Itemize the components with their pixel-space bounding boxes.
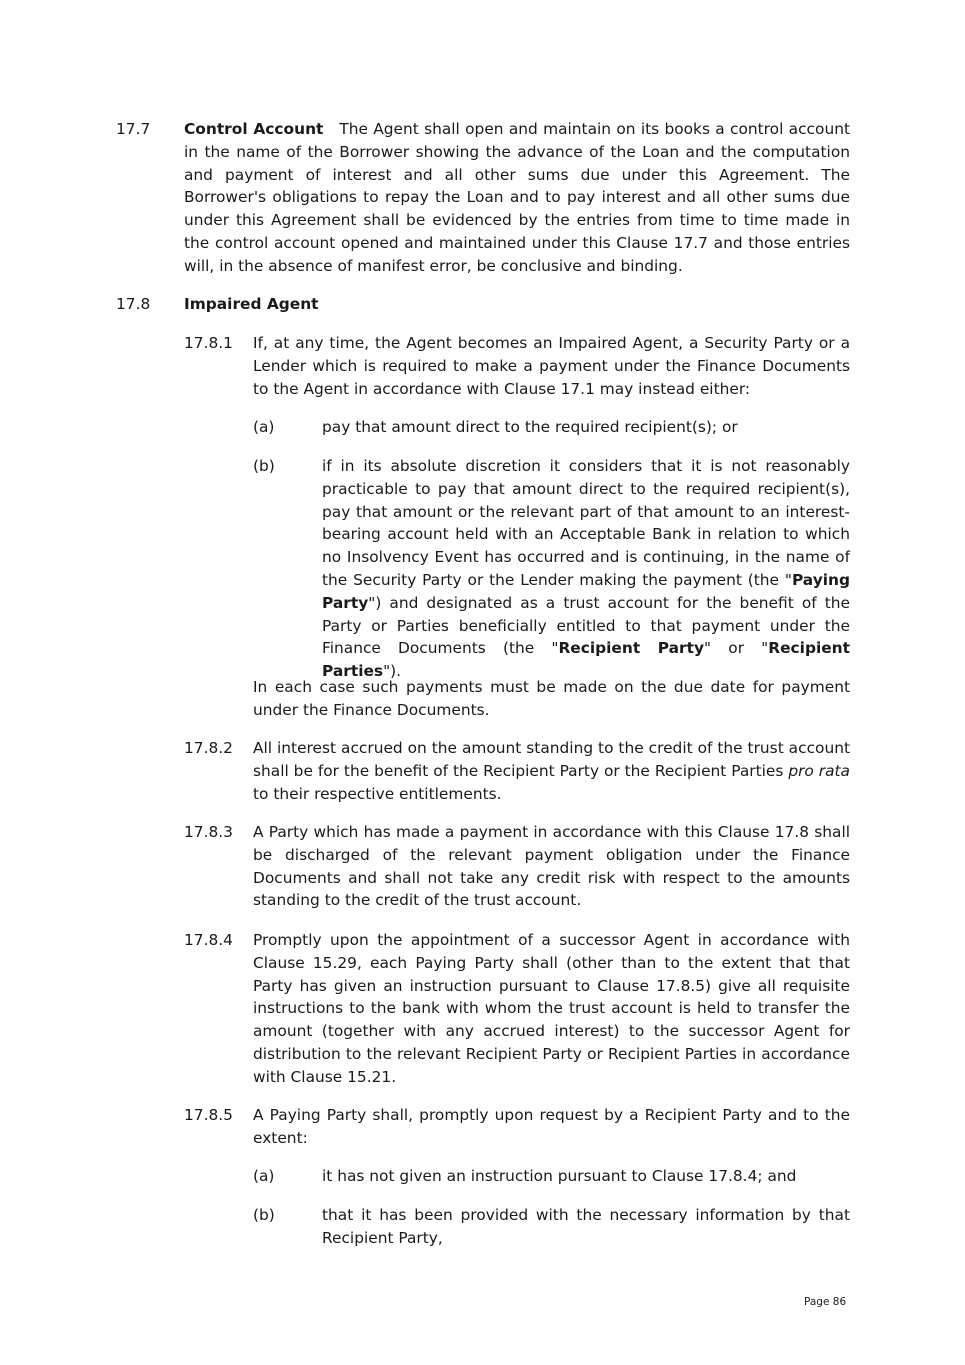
clause-17-8-3-text: A Party which has made a payment in accordance with this Clause 17.8 shall be discharged of the relevant payment obligation under the Finance Documents and shall not take any credit risk with respect to the amounts standing to the credit of the trust account.	[253, 823, 850, 910]
clause-17-8-heading: Impaired Agent	[184, 295, 319, 313]
recipient-parties-term: Recipient Parties	[322, 639, 850, 681]
clause-17-8-2-text-2: to their respective entitlements.	[253, 784, 502, 803]
clause-17-8-number: 17.8	[116, 295, 151, 313]
clause-17-8-4-text: Promptly upon the appointment of a successor Agent in accordance with Clause 15.29, each Paying Party shall (other than to the extent that that Party has given an instruction pursuant to Clause 17.8.5) give all requisite instructions to the bank with whom the trust account is held to transfer the amount (together with any accrued interest) to the successor Agent for distribution to the relevant Recipient Party or Recipient Parties in accordance with Clause 15.21.	[253, 931, 850, 1086]
clause-17-8-1-b-text-4: ").	[383, 662, 402, 681]
clause-17-8-1-b-text-1: if in its absolute discretion it considers that it is not reasonably practicable to pay that amount direct to the required recipient(s), pay that amount or the relevant part of that amount to an interest-bearing account held with an Acceptable Bank in relation to which no Insolvency Event has occurred and is continuing, in the name of the Security Party or the Lender making the payment (the "	[322, 457, 850, 589]
clause-17-8-5-b-label: (b)	[253, 1206, 275, 1224]
clause-17-8-1-b-label: (b)	[253, 457, 275, 475]
clause-17-7-text: The Agent shall open and maintain on its books a control account in the name of the Borrower showing the advance of the Loan and the computation and payment of interest and all other sums due under this Agreement. The Borrower's obligations to repay the Loan and to pay interest and all other sums due under this Agreement shall be evidenced by the entries from time to time made in the control account opened and maintained under this Clause 17.7 and those entries will, in the absence of manifest error, be conclusive and binding.	[184, 120, 850, 275]
paying-party-term: Paying Party	[322, 570, 850, 612]
clause-17-8-4-number: 17.8.4	[184, 931, 233, 949]
clause-17-8-1-a-text: pay that amount direct to the required recipient(s); or	[322, 418, 738, 436]
clause-17-8-2-text-1: All interest accrued on the amount standing to the credit of the trust account shall be for the benefit of the Recipient Party or the Recipient Parties	[253, 739, 850, 780]
clause-17-8-5-b-text: that it has been provided with the necessary information by that Recipient Party,	[322, 1206, 850, 1247]
clause-17-8-5-a-text: it has not given an instruction pursuant to Clause 17.8.4; and	[322, 1167, 797, 1185]
clause-17-7-heading: Control Account	[184, 120, 324, 138]
clause-17-8-1-number: 17.8.1	[184, 334, 233, 352]
clause-17-8-1-a-label: (a)	[253, 418, 275, 436]
clause-17-8-2-number: 17.8.2	[184, 739, 233, 757]
clause-17-8-1-b-body	[322, 455, 850, 683]
page-number: Page 86	[804, 1296, 847, 1308]
clause-17-8-5-number: 17.8.5	[184, 1106, 233, 1124]
clause-17-7-body	[184, 118, 850, 278]
clause-17-8-2-italic: pro rata	[788, 761, 850, 780]
clause-17-8-1-b-text-2: ") and designated as a trust account for the benefit of the Party or Parties beneficially entitled to that payment under the Finance Documents (the "	[322, 593, 850, 658]
clause-17-8-3-number: 17.8.3	[184, 823, 233, 841]
clause-17-7-number: 17.7	[116, 120, 151, 138]
clause-17-8-1-tail: In each case such payments must be made on the due date for payment under the Finance Documents.	[253, 678, 850, 719]
clause-17-8-heading-block	[184, 293, 850, 316]
clause-17-8-1-b-text-3: " or "	[704, 639, 769, 658]
clause-17-8-1-text: If, at any time, the Agent becomes an Impaired Agent, a Security Party or a Lender which is required to make a payment under the Finance Documents to the Agent in accordance with Clause 17.1 may instead either:	[253, 334, 850, 398]
clause-17-8-5-text: A Paying Party shall, promptly upon request by a Recipient Party and to the extent:	[253, 1106, 850, 1147]
clause-17-8-2-body	[253, 737, 850, 805]
clause-17-8-5-a-label: (a)	[253, 1167, 275, 1185]
recipient-party-term: Recipient Party	[558, 639, 705, 658]
